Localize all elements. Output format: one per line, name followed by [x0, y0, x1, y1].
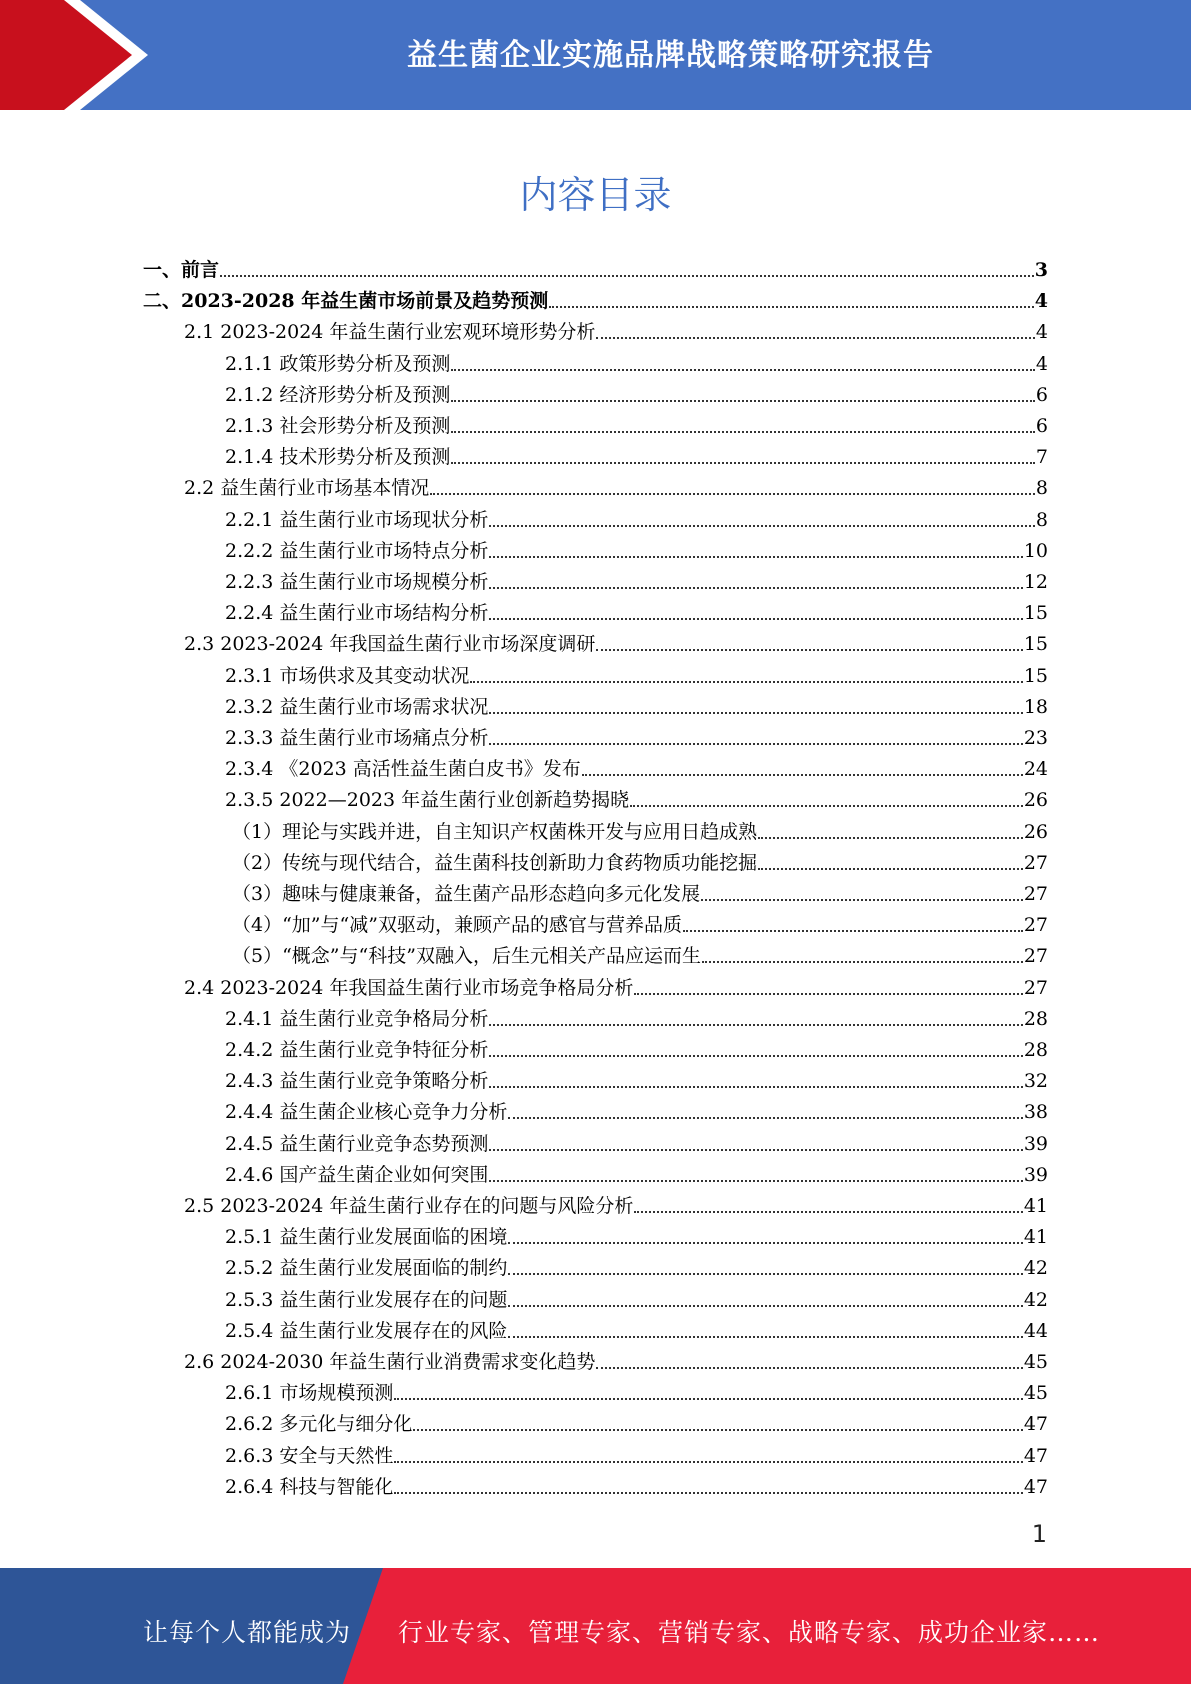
toc-entry-title: 2.3.1 市场供求及其变动状况 [225, 664, 470, 687]
toc-entry-title: 2.5.4 益生菌行业发展存在的风险 [225, 1319, 508, 1342]
toc-entry-page: 4 [1035, 321, 1048, 344]
toc-entry-page: 26 [1023, 820, 1048, 843]
toc-entry-page: 44 [1023, 1319, 1048, 1342]
toc-entry-title: （2）传统与现代结合，益生菌科技创新助力食药物质功能挖掘 [232, 851, 758, 874]
toc-leader-dots [489, 1064, 1022, 1088]
toc-entry-page: 8 [1035, 508, 1048, 531]
toc-entry-page: 24 [1023, 758, 1048, 781]
toc-entry-title: 2.4.1 益生菌行业竞争格局分析 [225, 1007, 489, 1030]
toc-entry-page: 6 [1035, 415, 1048, 437]
toc-entry-title: 2.4.6 国产益生菌企业如何突围 [225, 1163, 489, 1186]
toc-leader-dots [413, 1407, 1022, 1431]
toc-entry[interactable] [232, 940, 1048, 968]
toc-entry[interactable] [225, 1252, 1048, 1280]
toc-entry[interactable] [143, 254, 1048, 282]
footer-slogan-left: 让每个人都能成为 [143, 1618, 352, 1647]
toc-leader-dots [451, 409, 1035, 433]
toc-entry-page: 27 [1023, 883, 1048, 905]
toc-entry-title: 2.3 2023-2024 年我国益生菌行业市场深度调研 [184, 633, 596, 656]
toc-leader-dots [508, 1220, 1022, 1244]
toc-entry-page: 39 [1023, 1132, 1048, 1155]
toc-leader-dots [702, 939, 1023, 963]
toc-entry[interactable] [225, 348, 1048, 376]
toc-entry-title: 2.4.2 益生菌行业竞争特征分析 [225, 1039, 489, 1061]
page-number: 1 [1031, 1520, 1047, 1548]
toc-entry-title: 2.2.2 益生菌行业市场特点分析 [225, 539, 489, 562]
toc-leader-dots [549, 284, 1034, 308]
toc-leader-dots [451, 347, 1035, 371]
toc-entry[interactable] [225, 722, 1048, 750]
toc-leader-dots [489, 1127, 1022, 1151]
toc-entry-title: 2.3.3 益生菌行业市场痛点分析 [225, 727, 489, 749]
toc-leader-dots [683, 908, 1023, 932]
toc-entry[interactable] [225, 1315, 1048, 1343]
toc-entry[interactable] [225, 535, 1048, 563]
toc-entry-page: 6 [1035, 383, 1048, 406]
toc-leader-dots [596, 315, 1034, 339]
toc-entry-title: （5）“概念”与“科技”双融入，后生元相关产品应运而生 [232, 945, 701, 968]
toc-leader-dots [489, 534, 1022, 558]
toc-entry[interactable] [225, 1221, 1048, 1249]
toc-entry[interactable] [143, 285, 1048, 313]
report-footer [0, 1568, 1191, 1684]
toc-leader-dots [489, 1002, 1022, 1026]
toc-entry-page: 15 [1023, 602, 1048, 625]
toc-entry-title: 二、2023-2028 年益生菌市场前景及趋势预测 [143, 290, 549, 313]
toc-entry-page: 47 [1023, 1413, 1048, 1436]
toc-entry-title: 2.5 2023-2024 年益生菌行业存在的问题与风险分析 [184, 1195, 634, 1217]
toc-leader-dots [489, 503, 1035, 527]
toc-entry-title: 2.5.3 益生菌行业发展存在的问题 [225, 1288, 508, 1311]
toc-leader-dots [508, 1251, 1022, 1275]
toc-entry-page: 23 [1023, 727, 1048, 749]
toc-entry[interactable] [225, 379, 1048, 407]
toc-entry-page: 32 [1023, 1070, 1048, 1093]
toc-entry[interactable] [225, 566, 1048, 594]
toc-entry[interactable] [225, 1284, 1048, 1312]
toc-entry[interactable] [225, 691, 1048, 719]
toc-entry-title: 2.2 益生菌行业市场基本情况 [184, 477, 430, 500]
toc-entry[interactable] [232, 909, 1048, 937]
toc-leader-dots [489, 596, 1022, 620]
toc-entry-title: 2.3.2 益生菌行业市场需求状况 [225, 695, 489, 718]
toc-leader-dots [630, 783, 1023, 807]
report-title: 益生菌企业实施品牌战略策略研究报告 [407, 38, 934, 73]
toc-entry-page: 4 [1034, 290, 1048, 313]
toc-entry[interactable] [225, 1471, 1048, 1499]
toc-entry[interactable] [225, 410, 1048, 438]
toc-entry[interactable] [232, 816, 1048, 844]
toc-leader-dots [634, 971, 1022, 995]
toc-entry[interactable] [225, 1128, 1048, 1156]
toc-entry-title: 2.2.3 益生菌行业市场规模分析 [225, 571, 489, 593]
toc-entry-page: 8 [1035, 477, 1048, 500]
toc-entry-title: （1）理论与实践并进，自主知识产权菌株开发与应用日趋成熟 [232, 820, 758, 843]
toc-entry[interactable] [225, 504, 1048, 532]
toc-entry-page: 7 [1035, 446, 1048, 469]
footer-slogan-right: 行业专家、管理专家、营销专家、战略专家、成功企业家…… [398, 1618, 1101, 1647]
toc-entry[interactable] [225, 1440, 1048, 1468]
toc-leader-dots [394, 1470, 1022, 1494]
toc-entry[interactable] [184, 628, 1048, 656]
toc-leader-dots [489, 1033, 1022, 1057]
toc-entry[interactable] [184, 316, 1048, 344]
toc-entry[interactable] [225, 1034, 1048, 1062]
toc-entry-page: 28 [1023, 1039, 1048, 1061]
toc-entry[interactable] [225, 1377, 1048, 1405]
toc-entry-page: 27 [1023, 945, 1048, 968]
toc-entry-page: 41 [1023, 1195, 1048, 1217]
toc-entry-title: （4）“加”与“减”双驱动，兼顾产品的感官与营养品质 [232, 914, 682, 937]
toc-entry-page: 38 [1023, 1101, 1048, 1124]
toc-leader-dots [701, 877, 1023, 901]
toc-leader-dots [470, 659, 1022, 683]
toc-entry[interactable] [184, 1346, 1048, 1374]
toc-entry-page: 45 [1023, 1351, 1048, 1373]
toc-entry-page: 41 [1023, 1226, 1048, 1249]
toc-entry-page: 42 [1023, 1257, 1048, 1280]
toc-entry[interactable] [232, 847, 1048, 875]
toc-entry-page: 47 [1023, 1475, 1048, 1498]
toc-entry[interactable] [225, 1065, 1048, 1093]
toc-leader-dots [489, 690, 1022, 714]
toc-entry-title: 2.2.4 益生菌行业市场结构分析 [225, 602, 489, 625]
toc-entry-page: 4 [1035, 352, 1048, 375]
toc-entry-page: 10 [1023, 539, 1048, 562]
toc-entry-page: 28 [1023, 1007, 1048, 1030]
report-header [0, 0, 1191, 110]
toc-entry-title: 2.5.1 益生菌行业发展面临的困境 [225, 1226, 508, 1249]
toc-entry-title: 2.1.1 政策形势分析及预测 [225, 352, 451, 375]
toc-entry[interactable] [225, 1408, 1048, 1436]
toc-entry[interactable] [184, 972, 1048, 1000]
toc-entry-page: 47 [1023, 1444, 1048, 1467]
toc-entry-page: 42 [1023, 1288, 1048, 1311]
toc-entry-title: 2.1 2023-2024 年益生菌行业宏观环境形势分析 [184, 321, 596, 344]
toc-entry[interactable] [225, 1096, 1048, 1124]
toc-entry-page: 26 [1023, 789, 1048, 812]
toc-entry-title: 2.6 2024-2030 年益生菌行业消费需求变化趋势 [184, 1351, 596, 1373]
toc-entry-page: 15 [1023, 633, 1048, 656]
toc-entry-page: 27 [1023, 976, 1048, 999]
toc-leader-dots [582, 752, 1023, 776]
toc-entry-title: 2.4.3 益生菌行业竞争策略分析 [225, 1070, 489, 1093]
toc-entry[interactable] [225, 1159, 1048, 1187]
toc-leader-dots [596, 627, 1022, 651]
toc-leader-dots [451, 378, 1035, 402]
toc-entry-page: 18 [1023, 695, 1048, 718]
toc-entry-title: 2.6.3 安全与天然性 [225, 1444, 394, 1467]
toc-entry-title: 2.4.5 益生菌行业竞争态势预测 [225, 1132, 489, 1155]
toc-entry[interactable] [225, 784, 1048, 812]
toc-entry-title: 一、前言 [143, 259, 220, 281]
toc-entry-title: 2.6.4 科技与智能化 [225, 1475, 394, 1498]
toc-entry-title: 2.1.3 社会形势分析及预测 [225, 415, 451, 437]
toc-entry-page: 12 [1023, 571, 1048, 593]
toc-leader-dots [489, 565, 1022, 589]
toc-leader-dots [508, 1314, 1022, 1338]
toc-leader-dots [596, 1345, 1022, 1369]
toc-entry[interactable] [225, 660, 1048, 688]
toc-leader-dots [451, 440, 1035, 464]
toc-entry-page: 15 [1023, 664, 1048, 687]
toc-leader-dots [394, 1376, 1022, 1400]
toc-entry-title: 2.5.2 益生菌行业发展面临的制约 [225, 1257, 508, 1280]
toc-leader-dots [508, 1283, 1022, 1307]
toc-leader-dots [508, 1095, 1022, 1119]
toc-leader-dots [634, 1189, 1022, 1213]
toc-entry-title: 2.2.1 益生菌行业市场现状分析 [225, 508, 489, 531]
toc-entry-title: 2.3.4 《2023 高活性益生菌白皮书》发布 [225, 758, 581, 781]
toc-entry-page: 27 [1023, 914, 1048, 937]
toc-entry[interactable] [232, 878, 1048, 906]
toc-entry[interactable] [225, 597, 1048, 625]
toc-entry[interactable] [184, 1190, 1048, 1218]
toc-entry-title: 2.4 2023-2024 年我国益生菌行业市场竞争格局分析 [184, 976, 634, 999]
toc-entry-page: 3 [1034, 259, 1048, 281]
toc-entry[interactable] [184, 472, 1048, 500]
toc-entry-page: 27 [1023, 851, 1048, 874]
toc-entry[interactable] [225, 753, 1048, 781]
toc-leader-dots [489, 1158, 1022, 1182]
toc-leader-dots [430, 471, 1035, 495]
toc-entry-title: （3）趣味与健康兼备，益生菌产品形态趋向多元化发展 [232, 883, 701, 905]
toc-entry-title: 2.4.4 益生菌企业核心竞争力分析 [225, 1101, 508, 1124]
toc-entry-page: 39 [1023, 1163, 1048, 1186]
toc-leader-dots [758, 815, 1023, 839]
toc-leader-dots [758, 846, 1023, 870]
toc-entry-title: 2.3.5 2022—2023 年益生菌行业创新趋势揭晓 [225, 789, 630, 812]
toc-heading: 内容目录 [519, 173, 672, 217]
toc-entry-title: 2.1.2 经济形势分析及预测 [225, 383, 451, 406]
toc-entry-title: 2.6.1 市场规模预测 [225, 1382, 394, 1405]
toc-leader-dots [489, 721, 1022, 745]
toc-entry-title: 2.1.4 技术形势分析及预测 [225, 446, 451, 469]
toc-leader-dots [220, 253, 1034, 277]
toc-entry[interactable] [225, 441, 1048, 469]
toc-entry[interactable] [225, 1003, 1048, 1031]
toc-leader-dots [394, 1439, 1022, 1463]
toc-entry-title: 2.6.2 多元化与细分化 [225, 1413, 413, 1436]
toc-entry-page: 45 [1023, 1382, 1048, 1405]
